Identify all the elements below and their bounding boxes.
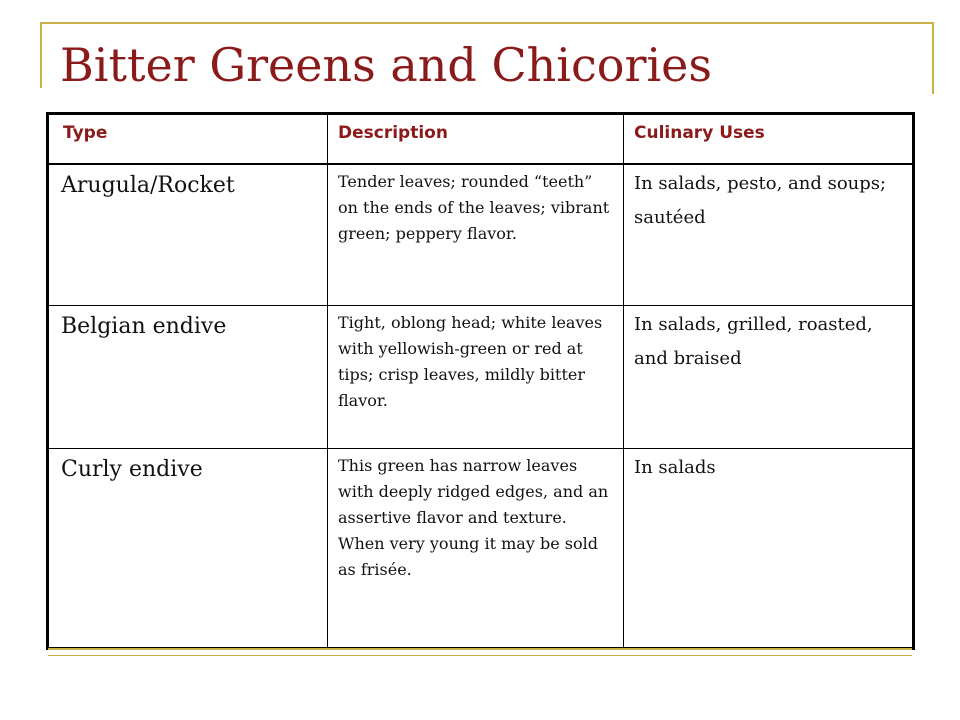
cell-uses: In salads, pesto, and soups; sautéed <box>624 164 914 306</box>
table-header-row <box>48 114 914 165</box>
cell-description: Tender leaves; rounded “teeth” on the ends of the leaves; vibrant green; peppery flavor. <box>328 164 624 306</box>
table-row <box>48 306 914 449</box>
decorative-rule-bottom-thin <box>48 655 912 656</box>
cell-uses: In salads, grilled, roasted, and braised <box>624 306 914 449</box>
table-row <box>48 164 914 306</box>
cell-description: This green has narrow leaves with deeply ridged edges, and an assertive flavor and texture. When very young it may be sold as frisée. <box>328 449 624 649</box>
greens-table <box>46 112 915 650</box>
cell-type: Arugula/Rocket <box>48 164 328 306</box>
table-row <box>48 449 914 649</box>
header-type: Type <box>48 114 328 165</box>
cell-uses: In salads <box>624 449 914 649</box>
header-culinary-uses: Culinary Uses <box>624 114 914 165</box>
decorative-frame-left <box>40 22 42 88</box>
header-description: Description <box>328 114 624 165</box>
slide-title: Bitter Greens and Chicories <box>60 38 712 92</box>
cell-description: Tight, oblong head; white leaves with yellowish-green or red at tips; crisp leaves, mildly bitter flavor. <box>328 306 624 449</box>
decorative-rule-bottom <box>48 648 912 650</box>
cell-type: Curly endive <box>48 449 328 649</box>
cell-type: Belgian endive <box>48 306 328 449</box>
